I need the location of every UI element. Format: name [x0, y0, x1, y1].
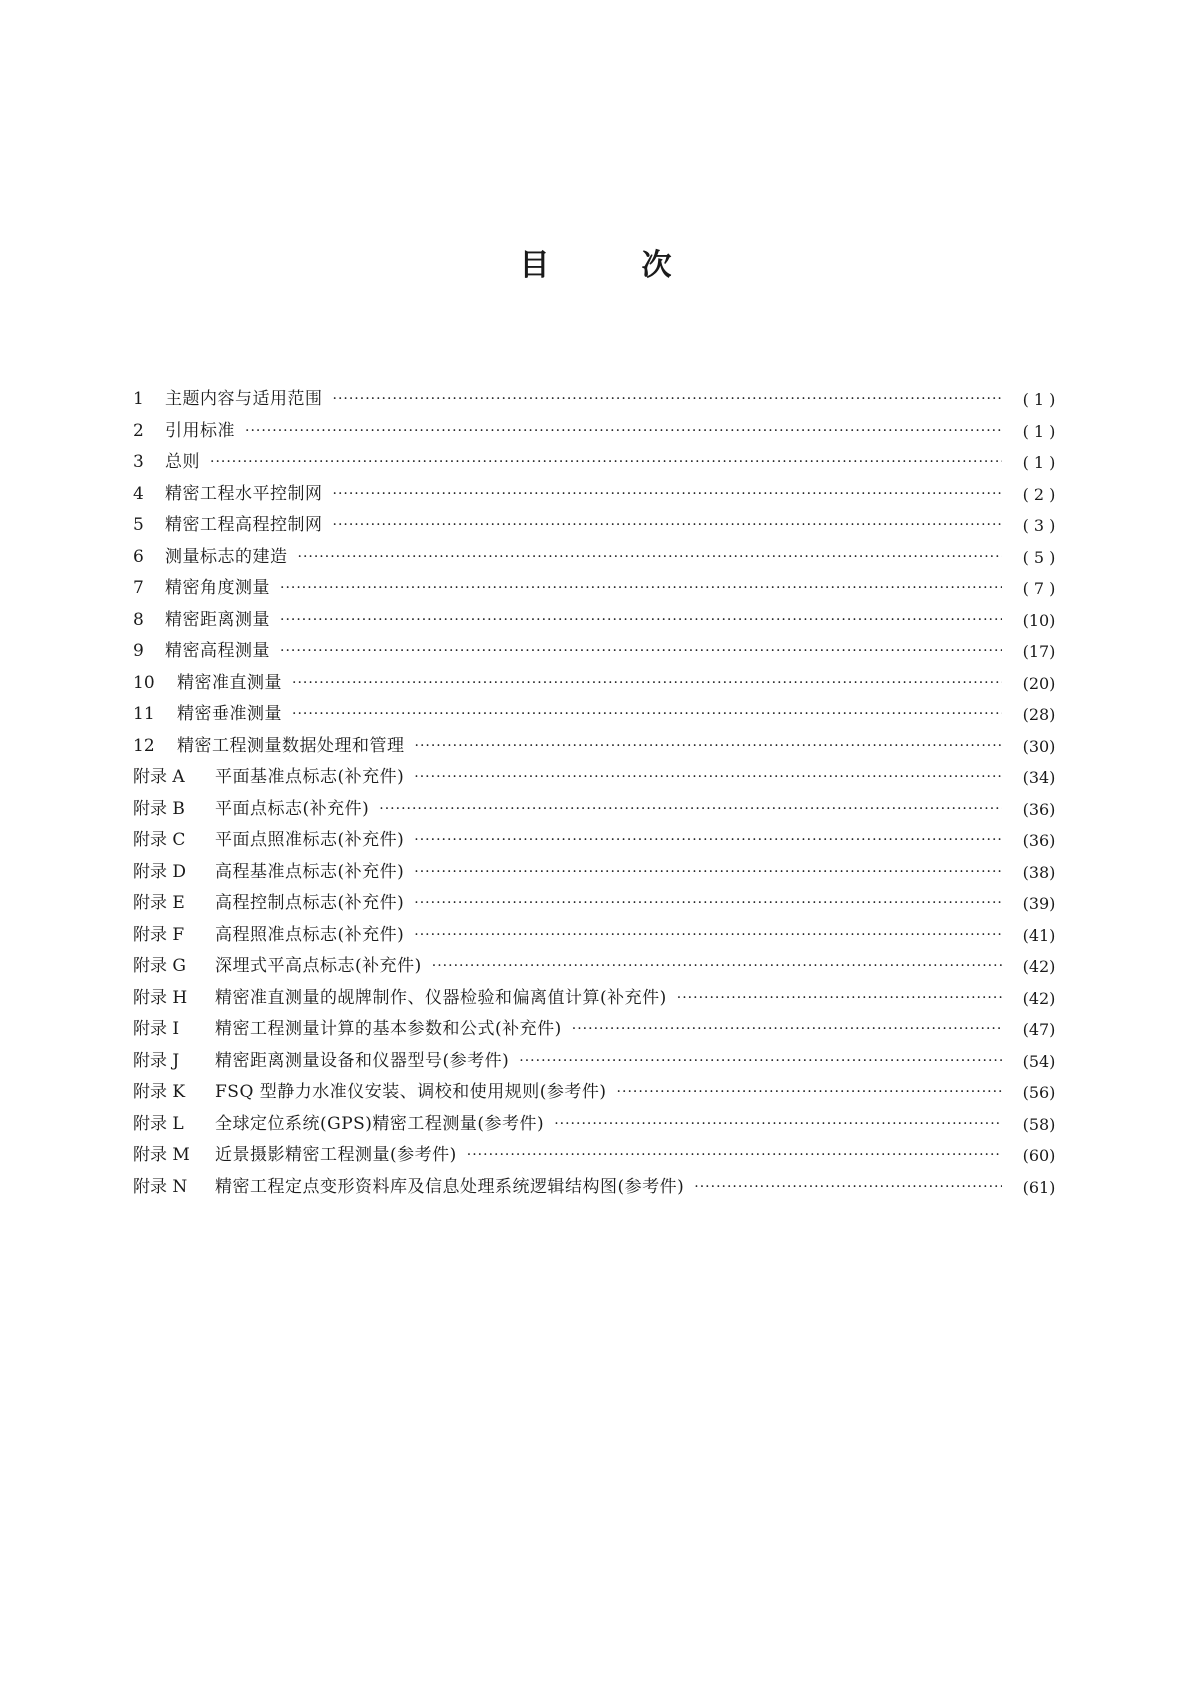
toc-entry-title: 高程控制点标志(补充件) — [215, 893, 405, 913]
toc-entry-number: 附录 E — [133, 893, 185, 913]
toc-entry — [133, 1172, 1068, 1204]
toc-entry-number: 3 — [133, 452, 144, 472]
toc-entry-page: (42) — [1022, 957, 1056, 976]
toc-entry-title: 精密工程测量数据处理和管理 — [177, 735, 405, 756]
toc-entry-page: (36) — [1022, 799, 1056, 819]
toc-entry-page: ( 2 ) — [1022, 484, 1056, 504]
toc-leader-dots — [245, 416, 1002, 448]
toc-leader-dots — [677, 983, 1002, 1015]
toc-leader-dots — [572, 1014, 1002, 1046]
toc-entry-title: 精密工程定点变形资料库及信息处理系统逻辑结构图(参考件) — [215, 1176, 685, 1197]
toc-entry-page: (28) — [1022, 705, 1056, 724]
toc-leader-dots — [280, 573, 1002, 605]
toc-entry-page: ( 1 ) — [1022, 453, 1056, 472]
toc-entry-title: 深埋式平高点标志(补充件) — [215, 956, 422, 976]
toc-entry-page: (30) — [1022, 736, 1056, 756]
toc-entry-number: 1 — [133, 389, 144, 409]
toc-entry — [133, 825, 1068, 857]
toc-entry — [133, 951, 1068, 983]
toc-entry-number: 5 — [133, 515, 144, 535]
toc-entry-number: 附录 C — [133, 830, 186, 850]
toc-entry-page: (56) — [1022, 1083, 1056, 1102]
toc-entry — [133, 510, 1068, 542]
toc-entry — [133, 1140, 1068, 1172]
toc-leader-dots — [333, 510, 1003, 542]
toc-entry-number: 附录 J — [133, 1050, 180, 1071]
toc-entry-number: 7 — [133, 578, 144, 598]
toc-entry — [133, 447, 1068, 479]
toc-leader-dots — [280, 605, 1002, 637]
toc-entry-number: 附录 K — [133, 1082, 186, 1102]
toc-entry — [133, 668, 1068, 700]
toc-leader-dots — [467, 1140, 1002, 1172]
toc-entry-page: ( 1 ) — [1022, 390, 1056, 409]
toc-leader-dots — [298, 542, 1003, 574]
toc-entry — [133, 1046, 1068, 1078]
toc-entry — [133, 699, 1068, 731]
toc-leader-dots — [414, 825, 1002, 857]
toc-entry — [133, 479, 1068, 511]
toc-entry-page: (17) — [1022, 642, 1056, 661]
toc-entry-title: 精密高程测量 — [165, 641, 270, 661]
toc-entry — [133, 920, 1068, 952]
toc-entry-number: 附录 G — [133, 956, 186, 976]
toc-entry — [133, 857, 1068, 889]
toc-entry-number: 附录 H — [133, 987, 188, 1008]
toc-leader-dots — [432, 951, 1002, 983]
toc-entry — [133, 636, 1068, 668]
toc-entry-page: (54) — [1022, 1051, 1056, 1071]
toc-entry-title: 平面点照准标志(补充件) — [215, 830, 405, 850]
page-title — [0, 240, 1191, 284]
toc-entry-number: 2 — [133, 420, 144, 441]
toc-entry — [133, 762, 1068, 794]
toc-entry-page: (38) — [1022, 862, 1056, 882]
toc-entry-title: 引用标准 — [165, 420, 235, 441]
toc-entry-page: ( 7 ) — [1022, 579, 1056, 598]
toc-entry-number: 11 — [133, 704, 155, 724]
toc-entry-number: 附录 N — [133, 1176, 188, 1197]
toc-entry-page: (58) — [1022, 1114, 1056, 1134]
toc-entry-page: ( 1 ) — [1022, 421, 1056, 441]
toc-entry-number: 4 — [133, 483, 144, 504]
toc-entry — [133, 416, 1068, 448]
toc-leader-dots — [414, 857, 1002, 889]
toc-entry-title: FSQ 型静力水准仪安装、调校和使用规则(参考件) — [215, 1082, 607, 1102]
toc-entry-page: (47) — [1022, 1020, 1056, 1039]
toc-leader-dots — [415, 731, 1003, 763]
toc-leader-dots — [414, 888, 1002, 920]
toc-leader-dots — [280, 636, 1002, 668]
toc-entry-number: 附录 I — [133, 1019, 180, 1039]
toc-entry-number: 附录 B — [133, 798, 185, 819]
toc-leader-dots — [379, 794, 1002, 826]
toc-entry-title: 精密准直测量 — [177, 672, 282, 693]
toc-entry-title: 精密工程高程控制网 — [165, 515, 323, 535]
toc-leader-dots — [210, 447, 1002, 479]
toc-entry-page: (39) — [1022, 894, 1056, 913]
toc-entry — [133, 731, 1068, 763]
toc-entry — [133, 573, 1068, 605]
toc-entry-number: 附录 F — [133, 924, 185, 945]
toc-entry-page: (42) — [1022, 988, 1056, 1008]
toc-leader-dots — [292, 668, 1002, 700]
toc-entry-page: (36) — [1022, 831, 1056, 850]
page-title-right: 次 — [641, 248, 672, 283]
toc-entry-page: (34) — [1022, 768, 1056, 787]
toc-leader-dots — [554, 1109, 1002, 1141]
toc-entry — [133, 605, 1068, 637]
toc-entry-page: ( 5 ) — [1022, 547, 1056, 567]
toc-entry-number: 12 — [133, 735, 155, 756]
toc-entry-number: 8 — [133, 609, 144, 630]
toc-leader-dots — [519, 1046, 1002, 1078]
toc-entry — [133, 888, 1068, 920]
toc-entry-number: 附录 L — [133, 1113, 184, 1134]
toc-leader-dots — [333, 384, 1003, 416]
toc-entry — [133, 794, 1068, 826]
toc-entry — [133, 1077, 1068, 1109]
toc-leader-dots — [333, 479, 1003, 511]
toc-entry-number: 附录 A — [133, 767, 185, 787]
toc-entry-title: 总则 — [165, 452, 200, 472]
toc-entry-title: 平面点标志(补充件) — [215, 798, 370, 819]
table-of-contents — [133, 384, 1068, 1203]
toc-leader-dots — [292, 699, 1002, 731]
toc-entry-number: 附录 M — [133, 1145, 190, 1165]
toc-entry-number: 10 — [133, 672, 155, 693]
page-title-left: 目 — [519, 248, 550, 283]
toc-entry — [133, 1014, 1068, 1046]
toc-entry-title: 平面基准点标志(补充件) — [215, 767, 405, 787]
toc-entry-page: (60) — [1022, 1146, 1056, 1165]
toc-entry-title: 精密垂准测量 — [177, 704, 282, 724]
toc-entry — [133, 1109, 1068, 1141]
toc-entry-page: (61) — [1022, 1177, 1056, 1197]
toc-entry-title: 全球定位系统(GPS)精密工程测量(参考件) — [215, 1113, 545, 1134]
toc-leader-dots — [617, 1077, 1002, 1109]
toc-entry-title: 精密角度测量 — [165, 578, 270, 598]
toc-entry — [133, 384, 1068, 416]
toc-entry-title: 测量标志的建造 — [165, 546, 288, 567]
toc-leader-dots — [414, 920, 1002, 952]
toc-entry-title: 精密工程测量计算的基本参数和公式(补充件) — [215, 1019, 562, 1039]
toc-entry-number: 附录 D — [133, 861, 187, 882]
toc-entry-page: ( 3 ) — [1022, 516, 1056, 535]
toc-entry — [133, 983, 1068, 1015]
toc-entry-title: 精密工程水平控制网 — [165, 483, 323, 504]
toc-leader-dots — [414, 762, 1002, 794]
toc-entry-title: 精密距离测量设备和仪器型号(参考件) — [215, 1050, 510, 1071]
toc-entry-page: (41) — [1022, 925, 1056, 945]
toc-entry-title: 主题内容与适用范围 — [165, 389, 323, 409]
toc-entry-title: 精密准直测量的觇牌制作、仪器检验和偏离值计算(补充件) — [215, 987, 667, 1008]
toc-entry-title: 近景摄影精密工程测量(参考件) — [215, 1145, 457, 1165]
toc-entry-number: 9 — [133, 641, 144, 661]
toc-entry-title: 高程基准点标志(补充件) — [215, 861, 405, 882]
toc-entry-page: (20) — [1022, 673, 1056, 693]
toc-entry — [133, 542, 1068, 574]
toc-entry-title: 高程照准点标志(补充件) — [215, 924, 405, 945]
toc-entry-title: 精密距离测量 — [165, 609, 270, 630]
toc-entry-page: (10) — [1022, 610, 1056, 630]
toc-entry-number: 6 — [133, 546, 144, 567]
toc-leader-dots — [694, 1172, 1002, 1204]
